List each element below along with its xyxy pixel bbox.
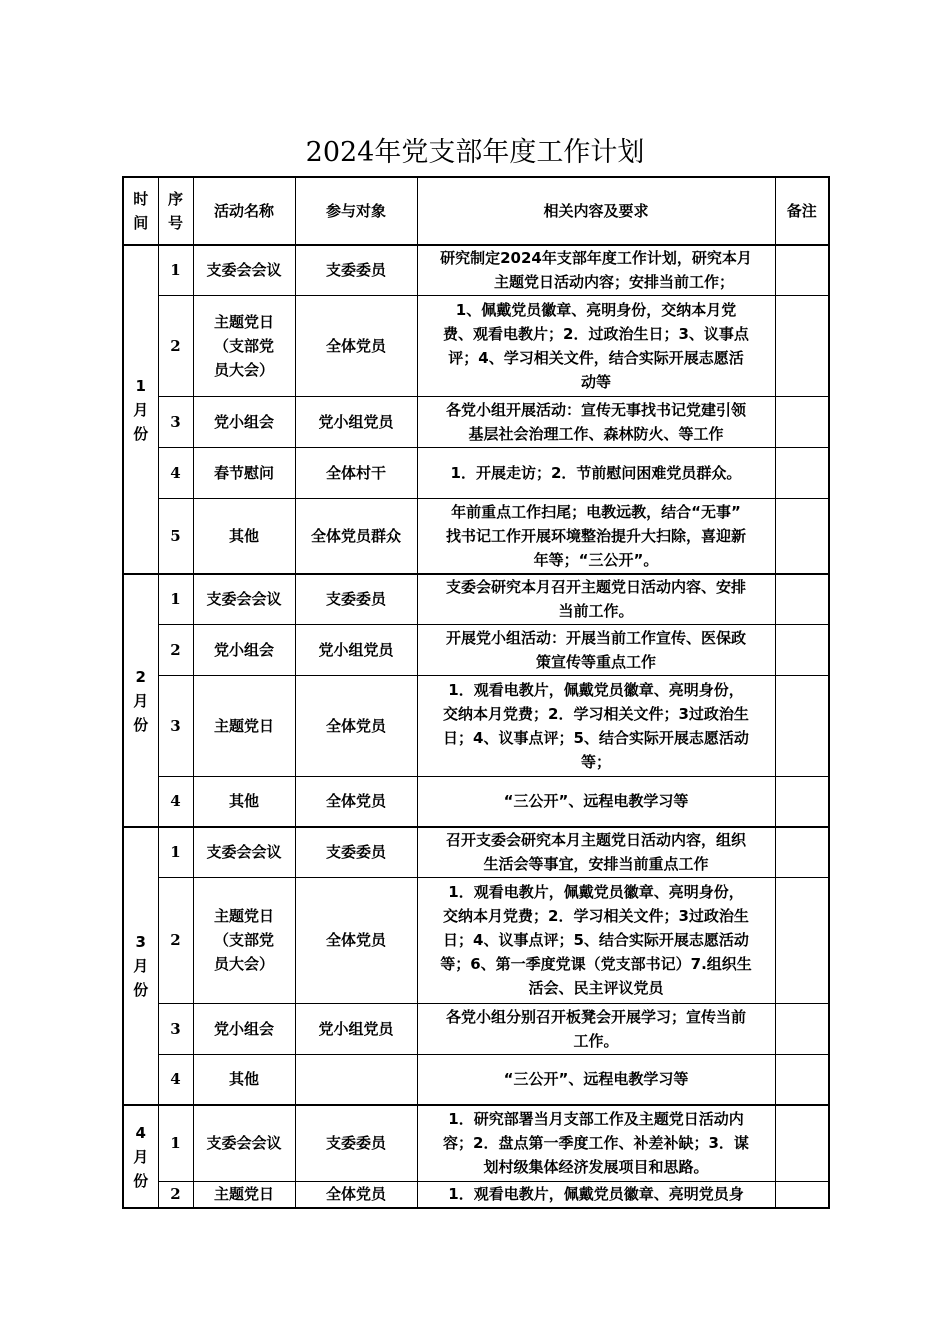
seq-cell: 5: [158, 498, 193, 574]
content-line: 日；4、议事点评；5、结合实际开展志愿活动: [443, 931, 749, 949]
remarks-cell: [775, 1003, 829, 1054]
activity-cell: 党小组会: [193, 624, 295, 675]
content-line: 评；4、学习相关文件，结合实际开展志愿活: [448, 348, 744, 367]
table-row: [123, 1003, 829, 1054]
content-cell: [417, 877, 775, 1003]
header-seq: 序 号: [158, 177, 193, 245]
activity-cell: 党小组会: [193, 1003, 295, 1054]
activity-cell: 支委会会议: [193, 1105, 295, 1181]
seq-cell: 3: [158, 1003, 193, 1054]
content-cell: [417, 776, 775, 827]
remarks-cell: [775, 1181, 829, 1208]
content-line: 1．观看电教片，佩戴党员徽章、亮明身份，: [448, 883, 744, 901]
remarks-cell: [775, 1105, 829, 1181]
content-line: 各党小组开展活动：宣传无事找书记党建引领: [445, 400, 746, 419]
remarks-cell: [775, 245, 829, 295]
remarks-cell: [775, 447, 829, 498]
seq-cell: 4: [158, 447, 193, 498]
content-line: 生活会等事宜，安排当前重点工作: [483, 855, 709, 874]
content-cell: [417, 1003, 775, 1054]
remarks-cell: [775, 776, 829, 827]
seq-cell: 1: [158, 827, 193, 877]
content-line: “三公开”、远程电教学习等: [503, 792, 689, 811]
participants-cell: 全体党员: [295, 295, 417, 396]
content-line: 费、观看电教片；2．过政治生日；3、议事点: [443, 324, 749, 343]
content-line: 等；: [580, 752, 611, 771]
seq-cell: 2: [158, 624, 193, 675]
content-line: 1、佩戴党员徽章、亮明身份，交纳本月党: [455, 300, 737, 319]
activity-cell: 其他: [193, 776, 295, 827]
content-line: 动等: [580, 372, 611, 391]
remarks-cell: [775, 396, 829, 447]
content-line: 召开支委会研究本月主题党日活动内容，组织: [445, 831, 746, 850]
activity-cell: 春节慰问: [193, 447, 295, 498]
activity-cell: 主题党日: [193, 675, 295, 776]
participants-cell: 支委委员: [295, 1105, 417, 1181]
header-participants: 参与对象: [295, 177, 417, 245]
content-line: 1．研究部署当月支部工作及主题党日活动内: [448, 1110, 744, 1129]
month-cell: 2 月 份: [123, 574, 158, 827]
content-line: 年等；“三公开”。: [533, 550, 659, 569]
table-row: [123, 574, 829, 624]
content-line: 1．观看电教片，佩戴党员徽章、亮明党员身: [448, 1185, 744, 1204]
content-cell: [417, 1181, 775, 1208]
seq-cell: 1: [158, 245, 193, 295]
table-row: [123, 1054, 829, 1105]
table-body: [123, 245, 829, 1208]
table-row: [123, 396, 829, 447]
content-cell: [417, 447, 775, 498]
seq-cell: 1: [158, 574, 193, 624]
month-cell: 1 月 份: [123, 245, 158, 574]
seq-cell: 2: [158, 1181, 193, 1208]
activity-cell: 支委会会议: [193, 827, 295, 877]
content-cell: [417, 1105, 775, 1181]
header-activity: 活动名称: [193, 177, 295, 245]
content-line: 年前重点工作扫尾；电教远教，结合“无事”: [451, 502, 741, 521]
participants-cell: 全体党员: [295, 1181, 417, 1208]
participants-cell: 全体党员群众: [295, 498, 417, 574]
seq-cell: 4: [158, 776, 193, 827]
content-line: 策宣传等重点工作: [535, 652, 656, 671]
participants-cell: 党小组党员: [295, 396, 417, 447]
seq-cell: 4: [158, 1054, 193, 1105]
participants-cell: 全体村干: [295, 447, 417, 498]
content-line: 1．开展走访；2．节前慰问困难党员群众。: [450, 463, 742, 482]
header-time: 时 间: [123, 177, 158, 245]
participants-cell: 支委委员: [295, 827, 417, 877]
table-row: [123, 827, 829, 877]
activity-cell: 其他: [193, 498, 295, 574]
content-line: 研究制定2024年支部年度工作计划，研究本月: [440, 249, 752, 268]
remarks-cell: [775, 877, 829, 1003]
seq-cell: 1: [158, 1105, 193, 1181]
content-cell: [417, 675, 775, 776]
work-plan-table: [122, 176, 830, 1209]
content-line: 等；6、第一季度党课（党支部书记）7.组织生: [440, 955, 752, 973]
content-cell: [417, 1054, 775, 1105]
activity-cell: 支委会会议: [193, 245, 295, 295]
content-cell: [417, 245, 775, 295]
content-cell: [417, 396, 775, 447]
remarks-cell: [775, 295, 829, 396]
content-line: 找书记工作开展环境整治提升大扫除，喜迎新: [445, 526, 746, 545]
content-line: “三公开”、远程电教学习等: [503, 1070, 689, 1089]
table-row: [123, 776, 829, 827]
header-content: 相关内容及要求: [417, 177, 775, 245]
activity-cell: 支委会会议: [193, 574, 295, 624]
header-row: [123, 177, 829, 245]
content-line: 当前工作。: [558, 602, 634, 621]
seq-cell: 2: [158, 295, 193, 396]
content-cell: [417, 827, 775, 877]
content-line: 活会、民主评议党员: [528, 979, 664, 997]
table-row: [123, 245, 829, 295]
content-line: 交纳本月党费；2．学习相关文件；3过政治生: [443, 907, 749, 925]
month-cell: 3 月 份: [123, 827, 158, 1105]
seq-cell: 3: [158, 396, 193, 447]
content-cell: [417, 498, 775, 574]
table-row: [123, 675, 829, 776]
content-line: 交纳本月党费；2．学习相关文件；3过政治生: [443, 704, 749, 723]
content-line: 日；4、议事点评；5、结合实际开展志愿活动: [443, 728, 749, 747]
participants-cell: [295, 1054, 417, 1105]
participants-cell: 全体党员: [295, 877, 417, 1003]
activity-cell: 党小组会: [193, 396, 295, 447]
participants-cell: 党小组党员: [295, 624, 417, 675]
activity-cell: 主题党日（支部党员大会）: [193, 877, 295, 1003]
table-row: [123, 877, 829, 1003]
content-line: 各党小组分别召开板凳会开展学习；宣传当前: [445, 1007, 746, 1026]
header-remarks: 备注: [775, 177, 829, 245]
content-cell: [417, 574, 775, 624]
table-row: [123, 624, 829, 675]
content-line: 容；2．盘点第一季度工作、补差补缺；3．谋: [443, 1134, 749, 1153]
content-line: 工作。: [573, 1031, 619, 1050]
content-line: 主题党日活动内容；安排当前工作；: [493, 273, 734, 292]
content-line: 基层社会治理工作、森林防火、等工作: [468, 424, 724, 443]
participants-cell: 全体党员: [295, 776, 417, 827]
remarks-cell: [775, 624, 829, 675]
remarks-cell: [775, 498, 829, 574]
content-cell: [417, 624, 775, 675]
table-row: [123, 498, 829, 574]
table-row: [123, 295, 829, 396]
remarks-cell: [775, 574, 829, 624]
month-cell: 4 月 份: [123, 1105, 158, 1208]
remarks-cell: [775, 827, 829, 877]
seq-cell: 2: [158, 877, 193, 1003]
participants-cell: 支委委员: [295, 574, 417, 624]
page-title: 2024年党支部年度工作计划: [305, 137, 645, 168]
remarks-cell: [775, 1054, 829, 1105]
content-line: 1．观看电教片，佩戴党员徽章、亮明身份，: [448, 680, 744, 699]
remarks-cell: [775, 675, 829, 776]
seq-cell: 3: [158, 675, 193, 776]
participants-cell: 全体党员: [295, 675, 417, 776]
activity-cell: 主题党日: [193, 1181, 295, 1208]
content-line: 支委会研究本月召开主题党日活动内容、安排: [445, 578, 746, 597]
activity-cell: 主题党日（支部党员大会）: [193, 295, 295, 396]
participants-cell: 党小组党员: [295, 1003, 417, 1054]
content-cell: [417, 295, 775, 396]
participants-cell: 支委委员: [295, 245, 417, 295]
activity-cell: 其他: [193, 1054, 295, 1105]
table-row: [123, 1105, 829, 1181]
content-line: 开展党小组活动：开展当前工作宣传、医保政: [445, 628, 746, 647]
content-line: 划村级集体经济发展项目和思路。: [483, 1158, 709, 1177]
table-row: [123, 447, 829, 498]
table-row: [123, 1181, 829, 1208]
